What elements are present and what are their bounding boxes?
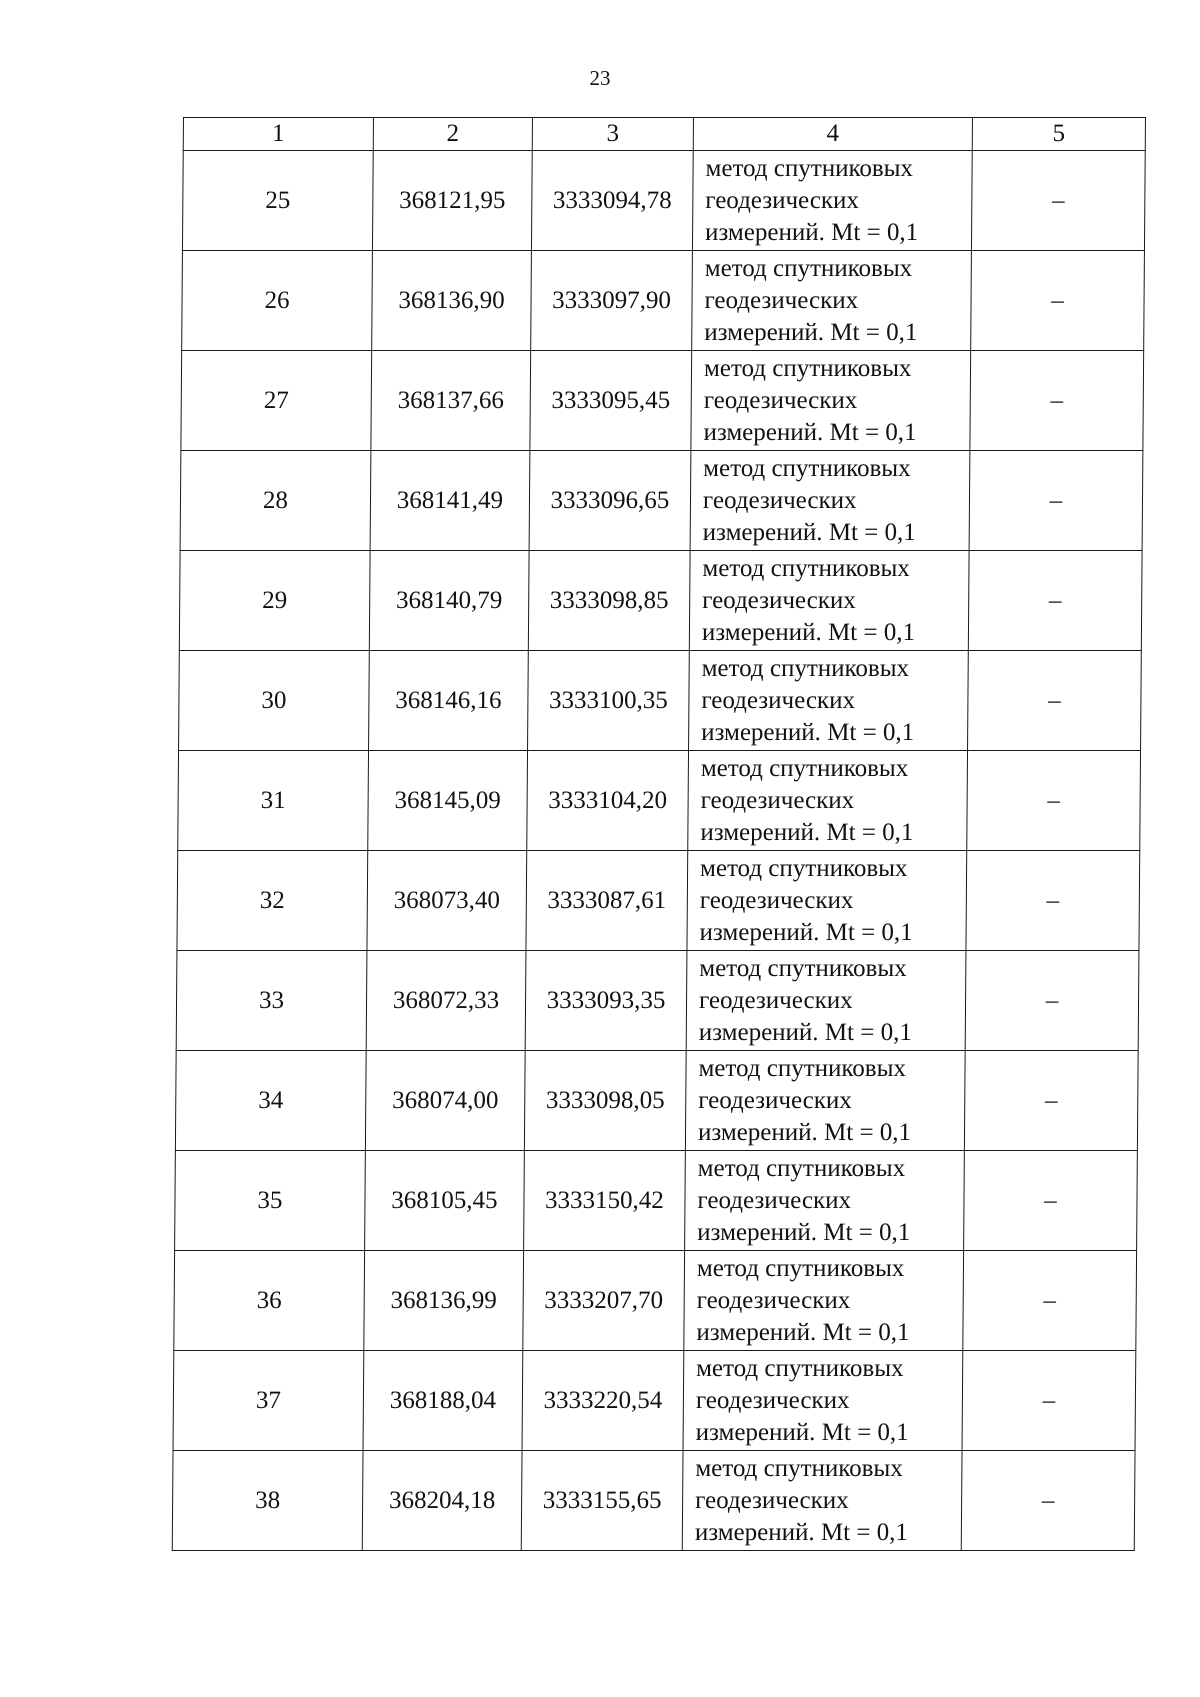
coordinates-table — [172, 117, 1146, 1551]
coordinate-x-cell: 368137,66 — [371, 351, 531, 451]
coordinate-x-cell: 368121,95 — [372, 151, 532, 251]
note-cell: – — [969, 451, 1143, 551]
method-cell — [687, 851, 967, 951]
method-line: измерений. Mt = 0,1 — [704, 318, 918, 346]
point-number-cell: 31 — [178, 751, 369, 851]
method-line: метод спутниковых — [699, 854, 908, 882]
method-line: измерений. Mt = 0,1 — [695, 1418, 909, 1446]
note-cell: – — [964, 1151, 1138, 1251]
coordinate-x-cell: 368105,45 — [365, 1151, 525, 1251]
coordinate-x-cell: 368074,00 — [365, 1051, 525, 1151]
method-line: измерений. Mt = 0,1 — [700, 818, 914, 846]
note-cell: – — [961, 1451, 1135, 1551]
coordinate-y-cell: 3333098,85 — [528, 551, 690, 651]
coordinate-x-cell: 368140,79 — [369, 551, 529, 651]
note-cell: – — [968, 651, 1142, 751]
method-cell — [689, 651, 969, 751]
method-line: измерений. Mt = 0,1 — [702, 518, 916, 546]
method-line: метод спутниковых — [696, 1354, 904, 1382]
coordinate-y-cell: 3333150,42 — [524, 1151, 686, 1251]
table-row — [179, 551, 1142, 651]
method-line: метод спутниковых — [697, 1154, 906, 1182]
point-number-cell: 36 — [174, 1251, 365, 1351]
coordinate-y-cell: 3333095,45 — [530, 351, 692, 451]
method-line: метод спутниковых — [699, 954, 907, 982]
table-row — [178, 751, 1141, 851]
coordinate-y-cell: 3333093,35 — [525, 951, 687, 1051]
table-row — [179, 651, 1142, 751]
method-line: измерений. Mt = 0,1 — [701, 618, 916, 646]
method-cell — [686, 951, 966, 1051]
header-cell-4: 4 — [693, 118, 972, 151]
method-line: измерений. Mt = 0,1 — [698, 1018, 912, 1046]
header-row — [183, 118, 1145, 151]
method-line: геодезических — [700, 786, 855, 814]
method-line: геодезических — [695, 1486, 849, 1514]
table-header — [183, 118, 1145, 151]
point-number-cell: 32 — [177, 851, 368, 951]
table-row — [173, 1351, 1136, 1451]
point-number-cell: 27 — [181, 351, 372, 451]
table-row — [172, 1451, 1135, 1551]
method-line: измерений. Mt = 0,1 — [703, 418, 917, 446]
method-line: геодезических — [702, 486, 857, 514]
coordinate-y-cell: 3333104,20 — [527, 751, 689, 851]
method-line: измерений. Mt = 0,1 — [701, 718, 915, 746]
point-number-cell: 29 — [179, 551, 370, 651]
method-cell — [692, 251, 972, 351]
method-line: геодезических — [698, 986, 853, 1014]
table-row — [182, 151, 1145, 251]
method-line: метод спутниковых — [701, 654, 910, 682]
coordinate-x-cell: 368146,16 — [369, 651, 529, 751]
coordinate-y-cell: 3333220,54 — [522, 1351, 684, 1451]
method-line: геодезических — [698, 1086, 852, 1114]
coordinate-x-cell: 368145,09 — [368, 751, 528, 851]
method-line: геодезических — [696, 1286, 851, 1314]
method-line: метод спутниковых — [700, 754, 909, 782]
method-line: измерений. Mt = 0,1 — [696, 1318, 910, 1346]
table-row — [176, 951, 1139, 1051]
note-cell: – — [971, 251, 1145, 351]
point-number-cell: 37 — [173, 1351, 364, 1451]
coordinate-y-cell: 3333207,70 — [523, 1251, 685, 1351]
point-number-cell: 28 — [180, 451, 371, 551]
method-line: геодезических — [704, 286, 859, 314]
method-cell — [689, 551, 969, 651]
table-row — [175, 1051, 1138, 1151]
point-number-cell: 38 — [172, 1451, 363, 1551]
method-line: метод спутниковых — [698, 1054, 907, 1082]
method-cell — [692, 151, 972, 251]
method-line: геодезических — [697, 1186, 852, 1214]
header-cell-3: 3 — [532, 118, 693, 151]
method-line: геодезических — [703, 386, 858, 414]
method-cell — [685, 1051, 965, 1151]
header-cell-2: 2 — [373, 118, 532, 151]
coordinate-y-cell: 3333094,78 — [531, 151, 693, 251]
method-cell — [685, 1151, 965, 1251]
note-cell: – — [966, 851, 1140, 951]
method-line: метод спутниковых — [704, 254, 913, 282]
method-cell — [682, 1451, 962, 1551]
coordinate-x-cell: 368073,40 — [367, 851, 527, 951]
method-line: метод спутниковых — [703, 354, 912, 382]
method-line: метод спутниковых — [695, 1454, 903, 1482]
method-line: метод спутниковых — [705, 154, 914, 182]
coordinate-x-cell: 368204,18 — [362, 1451, 522, 1551]
method-line: метод спутниковых — [696, 1254, 905, 1282]
table-row — [180, 451, 1143, 551]
method-line: измерений. Mt = 0,1 — [704, 218, 919, 246]
coordinate-y-cell: 3333097,90 — [531, 251, 693, 351]
note-cell: – — [971, 151, 1145, 251]
point-number-cell: 25 — [182, 151, 373, 251]
note-cell: – — [968, 551, 1142, 651]
table-row — [177, 851, 1140, 951]
method-line: геодезических — [701, 686, 856, 714]
point-number-cell: 35 — [175, 1151, 366, 1251]
method-line: измерений. Mt = 0,1 — [699, 918, 913, 946]
coordinate-y-cell: 3333100,35 — [528, 651, 690, 751]
method-cell — [684, 1251, 964, 1351]
coordinate-y-cell: 3333098,05 — [524, 1051, 686, 1151]
coordinate-x-cell: 368136,90 — [372, 251, 532, 351]
table-row — [175, 1151, 1138, 1251]
table-row — [182, 251, 1145, 351]
table-row — [181, 351, 1144, 451]
method-line: геодезических — [695, 1386, 850, 1414]
method-line: геодезических — [702, 586, 856, 614]
point-number-cell: 30 — [179, 651, 370, 751]
coordinate-x-cell: 368072,33 — [366, 951, 526, 1051]
table-body — [172, 151, 1145, 1551]
note-cell: – — [962, 1351, 1136, 1451]
page-number: 23 — [589, 66, 611, 90]
coordinate-x-cell: 368141,49 — [370, 451, 530, 551]
header-cell-5: 5 — [972, 118, 1145, 151]
point-number-cell: 33 — [176, 951, 367, 1051]
note-cell: – — [967, 751, 1141, 851]
method-cell — [691, 351, 971, 451]
point-number-cell: 34 — [175, 1051, 366, 1151]
method-cell — [690, 451, 970, 551]
coordinate-x-cell: 368188,04 — [363, 1351, 523, 1451]
point-number-cell: 26 — [182, 251, 373, 351]
method-line: измерений. Mt = 0,1 — [697, 1218, 911, 1246]
coordinate-y-cell: 3333155,65 — [521, 1451, 683, 1551]
note-cell: – — [964, 1051, 1138, 1151]
note-cell: – — [963, 1251, 1137, 1351]
header-cell-1: 1 — [183, 118, 373, 151]
note-cell: – — [970, 351, 1144, 451]
table-row — [174, 1251, 1137, 1351]
method-line: измерений. Mt = 0,1 — [694, 1518, 909, 1546]
method-cell — [688, 751, 968, 851]
note-cell: – — [965, 951, 1139, 1051]
method-line: измерений. Mt = 0,1 — [697, 1118, 912, 1146]
method-cell — [683, 1351, 963, 1451]
coordinate-y-cell: 3333087,61 — [526, 851, 688, 951]
coordinate-y-cell: 3333096,65 — [529, 451, 691, 551]
method-line: метод спутниковых — [702, 554, 910, 582]
method-line: геодезических — [699, 886, 854, 914]
method-line: геодезических — [705, 186, 860, 214]
coordinate-x-cell: 368136,99 — [364, 1251, 524, 1351]
method-line: метод спутниковых — [703, 454, 911, 482]
